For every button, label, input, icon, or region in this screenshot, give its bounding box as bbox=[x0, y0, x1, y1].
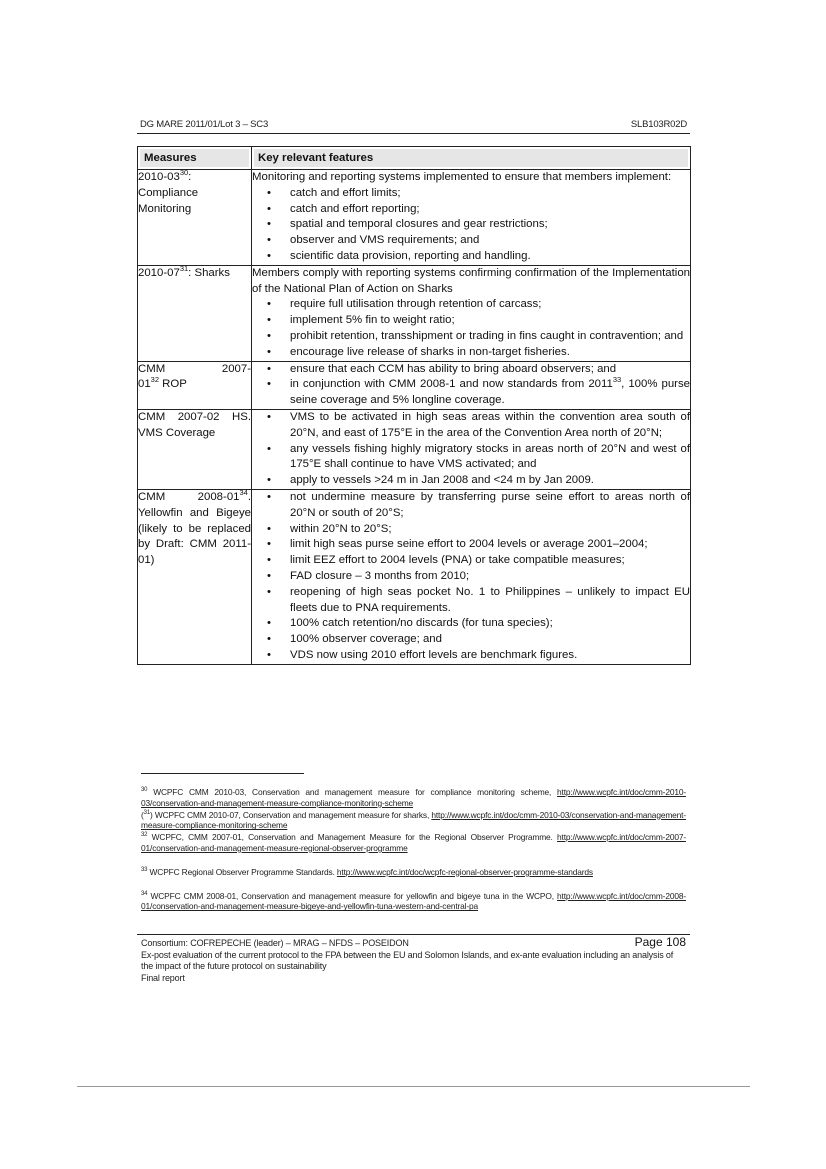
footer-consortium: Consortium: COFREPECHE (leader) – MRAG – NFDS – POSEIDON bbox=[141, 938, 409, 948]
list-item: • prohibit retention, transshipment or trading in fins caught in contravention; and bbox=[252, 329, 690, 345]
footnote-separator bbox=[141, 773, 304, 774]
col-header-features: Key relevant features bbox=[252, 147, 691, 170]
list-item: • reopening of high seas pocket No. 1 to Philippines – unlikely to impact EU fleets due to PNA requirements. bbox=[252, 585, 690, 617]
measures-table bbox=[137, 146, 691, 665]
page-footer bbox=[141, 937, 686, 984]
measure-cell: $2010-03^{30}$: Compliance Monitoring bbox=[138, 170, 252, 266]
measure-cell: CMM $2008-01^{34}$. Yellowfin and Bigeye (likely to be replaced by Draft: CMM 2011-01) bbox=[138, 489, 252, 664]
features-list bbox=[252, 362, 690, 409]
table-row bbox=[138, 361, 691, 409]
features-list bbox=[252, 186, 690, 265]
list-item: • in conjunction with CMM 2008-1 and now standards from 2011$^{33}$, 100% purse seine coverage and 5% longline coverage. bbox=[252, 377, 690, 409]
page-bottom-rule bbox=[77, 1086, 750, 1087]
list-item: • apply to vessels >24 m in Jan 2008 and <24 m by Jan 2009. bbox=[252, 473, 690, 489]
list-item: • within 20°N to 20°S; bbox=[252, 522, 690, 538]
list-item: • catch and effort limits; bbox=[252, 186, 690, 202]
features-list bbox=[252, 410, 690, 489]
footer-description: Ex-post evaluation of the current protocol to the FPA between the EU and Solomon Islands, and ex-ante evaluation including an analysis of the impact of the future protocol on sustainability bbox=[141, 949, 674, 971]
table-row bbox=[138, 409, 691, 489]
list-item: • 100% catch retention/no discards (for tuna species); bbox=[252, 616, 690, 632]
footnote-link[interactable]: http://www.wcpfc.int/doc/wcpfc-regional-observer-programme-standards bbox=[336, 866, 593, 877]
features-cell bbox=[252, 265, 691, 361]
features-intro: Members comply with reporting systems confirming confirmation of the Implementation of the National Plan of Action on Sharks bbox=[252, 266, 690, 295]
list-item: • any vessels fishing highly migratory stocks in areas north of 20°N and west of 175°E shall continue to have VMS activated; and bbox=[252, 442, 690, 474]
features-cell bbox=[252, 489, 691, 664]
page-number: Page 108 bbox=[634, 935, 686, 949]
list-item: • limit EEZ effort to 2004 levels (PNA) or take compatible measures; bbox=[252, 553, 690, 569]
list-item: • VDS now using 2010 effort levels are benchmark figures. bbox=[252, 648, 690, 664]
header-rule bbox=[137, 133, 690, 134]
list-item: • catch and effort reporting; bbox=[252, 202, 690, 218]
footnote: $^{32}$ WCPFC, CMM 2007-01, Conservation and Management Measure for the Regional Observer Programme. http://www.wcpfc.int/doc/cmm-2007-01/conservation-and-management-measure-regional-observer-programme bbox=[141, 832, 686, 853]
list-item: • implement 5% fin to weight ratio; bbox=[252, 313, 690, 329]
footnote-link[interactable]: http://www.wcpfc.int/doc/cmm-2010-03/conservation-and-management-measure-compliance-monitoring-scheme bbox=[141, 809, 686, 831]
table-row bbox=[138, 170, 691, 266]
table-header-row bbox=[138, 147, 691, 170]
list-item: • VMS to be activated in high seas areas within the convention area south of 20°N, and east of 175°E in the area of the Convention Area north of 20°N; bbox=[252, 410, 690, 442]
footnote: $^{34}$ WCPFC CMM 2008-01, Conservation and management measure for yellowfin and bigeye tuna in the WCPO, http://www.wcpfc.int/doc/cmm-2008-01/conservation-and-management-measure-bigeye-and-yellowfin-tuna-western-and-central-pa bbox=[141, 890, 686, 912]
footer-report-type: Final report bbox=[141, 972, 185, 983]
footnote: $^{30}$ WCPFC CMM 2010-03, Conservation and management measure for compliance monitoring scheme, http://www.wcpfc.int/doc/cmm-2010-03/conservation-and-management-measure-compliance-monitoring-scheme bbox=[141, 787, 686, 808]
footnote-link[interactable]: http://www.wcpfc.int/doc/cmm-2008-01/conservation-and-management-measure-bigeye-and-yellowfin-tuna-western-and-central-pa bbox=[141, 890, 686, 912]
list-item: • limit high seas purse seine effort to 2004 levels or average 2001–2004; bbox=[252, 537, 690, 553]
features-list bbox=[252, 297, 690, 360]
list-item: • not undermine measure by transferring purse seine effort to areas north of 20°N or south of 20°S; bbox=[252, 490, 690, 522]
features-intro: Monitoring and reporting systems implemented to ensure that members implement: bbox=[252, 171, 672, 183]
list-item: • spatial and temporal closures and gear restrictions; bbox=[252, 217, 690, 233]
list-item: • 100% observer coverage; and bbox=[252, 632, 690, 648]
list-item: • scientific data provision, reporting and handling. bbox=[252, 249, 690, 265]
footnotes bbox=[141, 787, 686, 913]
list-item: • ensure that each CCM has ability to bring aboard observers; and bbox=[252, 362, 690, 378]
measure-cell: CMM 2007- $01^{32}$ ROP bbox=[138, 361, 252, 409]
features-cell bbox=[252, 361, 691, 409]
col-header-measures: Measures bbox=[138, 147, 252, 170]
measure-cell: $2010-07^{31}$: Sharks bbox=[138, 265, 252, 361]
list-item: • encourage live release of sharks in non-target fisheries. bbox=[252, 345, 690, 361]
footer-rule bbox=[137, 934, 690, 935]
footnote-link[interactable]: http://www.wcpfc.int/doc/cmm-2010-03/conservation-and-management-measure-compliance-monitoring-scheme bbox=[141, 787, 686, 808]
running-header-left: DG MARE 2011/01/Lot 3 – SC3 bbox=[140, 119, 269, 130]
table-row bbox=[138, 265, 691, 361]
list-item: • FAD closure – 3 months from 2010; bbox=[252, 569, 690, 585]
footnote: $^{33}$ WCPFC Regional Observer Programme Standards. http://www.wcpfc.int/doc/wcpfc-regional-observer-programme-standards bbox=[141, 866, 593, 877]
measure-cell: CMM 2007-02 HS. VMS Coverage bbox=[138, 409, 252, 489]
features-list bbox=[252, 490, 690, 664]
table-row bbox=[138, 489, 691, 664]
footnote: ($^{31}$) WCPFC CMM 2010-07, Conservation and management measure for sharks, http://www.wcpfc.int/doc/cmm-2010-03/conservation-and-management-measure-compliance-monitoring-scheme bbox=[141, 809, 686, 831]
footnote-link[interactable]: http://www.wcpfc.int/doc/cmm-2007-01/conservation-and-management-measure-regional-observer-programme bbox=[141, 832, 686, 853]
list-item: • observer and VMS requirements; and bbox=[252, 233, 690, 249]
list-item: • require full utilisation through retention of carcass; bbox=[252, 297, 690, 313]
features-cell bbox=[252, 170, 691, 266]
running-header-right: SLB103R02D bbox=[630, 119, 687, 130]
features-cell bbox=[252, 409, 691, 489]
